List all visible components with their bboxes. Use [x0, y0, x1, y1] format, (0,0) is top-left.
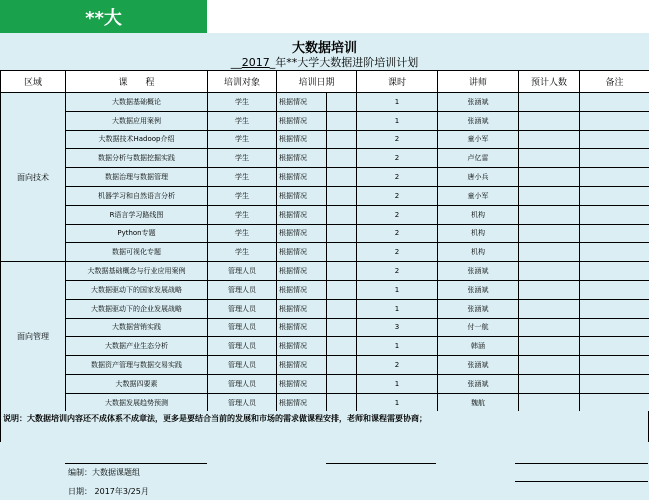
target-cell: 管理人员 — [208, 337, 277, 356]
date-cell: 根据情况 — [277, 224, 327, 243]
date-extra-cell — [327, 318, 357, 337]
target-cell: 管理人员 — [208, 299, 277, 318]
teacher-cell: 韩涵 — [438, 337, 519, 356]
date-extra-cell — [327, 374, 357, 393]
teacher-cell: 张涵斌 — [438, 356, 519, 375]
teacher-cell: 张涵斌 — [438, 299, 519, 318]
date-cell: 根据情况 — [277, 93, 327, 112]
remarks-cell — [580, 393, 649, 412]
sheet-title: 大数据培训 — [291, 41, 357, 56]
course-cell: 大数据基础概念与行业应用案例 — [66, 262, 208, 281]
expected-cell — [519, 299, 580, 318]
date-cell: 根据情况 — [277, 262, 327, 281]
target-cell: 管理人员 — [208, 374, 277, 393]
date-extra-cell — [327, 356, 357, 375]
date-extra-cell — [327, 243, 357, 262]
remarks-cell — [580, 243, 649, 262]
remarks-cell — [580, 318, 649, 337]
hours-cell: 2 — [357, 205, 438, 224]
target-cell: 学生 — [208, 93, 277, 112]
table-row — [1, 280, 649, 299]
table-row — [1, 299, 649, 318]
expected-cell — [519, 337, 580, 356]
date-extra-cell — [327, 393, 357, 412]
remarks-cell — [580, 130, 649, 149]
hours-cell: 1 — [357, 299, 438, 318]
teacher-cell: 童小军 — [438, 186, 519, 205]
table-row — [1, 93, 649, 112]
target-cell: 学生 — [208, 205, 277, 224]
remarks-cell — [580, 168, 649, 187]
date-extra-cell — [327, 149, 357, 168]
target-cell: 管理人员 — [208, 356, 277, 375]
subtitle-year: 2017 — [241, 56, 270, 69]
expected-cell — [519, 356, 580, 375]
date-cell: 根据情况 — [277, 130, 327, 149]
hours-cell: 2 — [357, 130, 438, 149]
target-cell: 管理人员 — [208, 262, 277, 281]
brand-banner — [0, 0, 207, 33]
hours-cell: 2 — [357, 186, 438, 205]
course-cell: 大数据应用案例 — [66, 111, 208, 130]
target-cell: 管理人员 — [208, 393, 277, 412]
target-cell: 学生 — [208, 224, 277, 243]
target-cell: 学生 — [208, 186, 277, 205]
expected-cell — [519, 130, 580, 149]
footer-line — [65, 463, 207, 464]
table-row — [1, 337, 649, 356]
note-text: 说明：大数据培训内容还不成体系不成章法，更多是要结合当前的发展和市场的需求做课程安排，老师和课程需要协商； — [0, 411, 649, 443]
col-region: 区域 — [1, 71, 66, 93]
table-row — [1, 205, 649, 224]
expected-cell — [519, 374, 580, 393]
region-cell: 面向管理 — [1, 262, 66, 412]
hours-cell: 1 — [357, 337, 438, 356]
date-cell: 根据情况 — [277, 337, 327, 356]
hours-cell: 3 — [357, 318, 438, 337]
date-extra-cell — [327, 186, 357, 205]
remarks-cell — [580, 149, 649, 168]
date-extra-cell — [327, 262, 357, 281]
course-cell: Python专题 — [66, 224, 208, 243]
expected-cell — [519, 186, 580, 205]
date-extra-cell — [327, 130, 357, 149]
teacher-cell: 机构 — [438, 243, 519, 262]
col-expected: 预计人数 — [519, 71, 580, 93]
teacher-cell: 魏航 — [438, 393, 519, 412]
course-cell: 大数据产业生态分析 — [66, 337, 208, 356]
target-cell: 学生 — [208, 168, 277, 187]
date-cell: 根据情况 — [277, 186, 327, 205]
teacher-cell: 张涵斌 — [438, 374, 519, 393]
footer-line — [515, 463, 648, 464]
course-cell: 数据分析与数据挖掘实践 — [66, 149, 208, 168]
table-row — [1, 168, 649, 187]
table-row — [1, 262, 649, 281]
target-cell: 管理人员 — [208, 318, 277, 337]
date-extra-cell — [327, 93, 357, 112]
course-cell: 机器学习和自然语言分析 — [66, 186, 208, 205]
target-cell: 学生 — [208, 130, 277, 149]
table-row — [1, 356, 649, 375]
expected-cell — [519, 262, 580, 281]
footer-line — [326, 463, 436, 464]
remarks-cell — [580, 93, 649, 112]
date-cell: 根据情况 — [277, 393, 327, 412]
course-cell: 数据资产管理与数据交易实践 — [66, 356, 208, 375]
date-extra-cell — [327, 224, 357, 243]
date-cell: 根据情况 — [277, 280, 327, 299]
date-cell: 根据情况 — [277, 318, 327, 337]
target-cell: 学生 — [208, 243, 277, 262]
target-cell: 学生 — [208, 111, 277, 130]
date-cell: 根据情况 — [277, 299, 327, 318]
date-cell: 根据情况 — [277, 205, 327, 224]
subtitle-text: 年**大学大数据进阶培训计划 — [275, 56, 419, 69]
date-cell: 根据情况 — [277, 243, 327, 262]
remarks-cell — [580, 224, 649, 243]
remarks-cell — [580, 337, 649, 356]
table-row — [1, 374, 649, 393]
col-course: 课 程 — [66, 71, 208, 93]
remarks-cell — [580, 186, 649, 205]
table-row — [1, 243, 649, 262]
course-cell: 数据治理与数据管理 — [66, 168, 208, 187]
course-cell: 大数据驱动下的企业发展战略 — [66, 299, 208, 318]
date-extra-cell — [327, 280, 357, 299]
teacher-cell: 童小军 — [438, 130, 519, 149]
course-cell: R语言学习路线图 — [66, 205, 208, 224]
footer-date: 日期： 2017年3/25月 — [68, 487, 149, 496]
course-cell: 大数据发展趋势预测 — [66, 393, 208, 412]
hours-cell: 2 — [357, 356, 438, 375]
col-date: 培训日期 — [277, 71, 357, 93]
table-row — [1, 186, 649, 205]
hours-cell: 1 — [357, 374, 438, 393]
teacher-cell: 卢亿雷 — [438, 149, 519, 168]
teacher-cell: 张涵斌 — [438, 262, 519, 281]
date-cell: 根据情况 — [277, 149, 327, 168]
course-cell: 大数据驱动下的国家发展战略 — [66, 280, 208, 299]
expected-cell — [519, 168, 580, 187]
date-extra-cell — [327, 337, 357, 356]
target-cell: 管理人员 — [208, 280, 277, 299]
teacher-cell: 唐小兵 — [438, 168, 519, 187]
brand-text: **大 — [85, 7, 122, 29]
expected-cell — [519, 393, 580, 412]
date-extra-cell — [327, 168, 357, 187]
table-row — [1, 111, 649, 130]
date-extra-cell — [327, 205, 357, 224]
expected-cell — [519, 280, 580, 299]
expected-cell — [519, 111, 580, 130]
remarks-cell — [580, 299, 649, 318]
table-row — [1, 393, 649, 412]
remarks-cell — [580, 280, 649, 299]
expected-cell — [519, 205, 580, 224]
date-cell: 根据情况 — [277, 111, 327, 130]
training-plan-table — [0, 70, 649, 413]
footer-editor: 编制：大数据课题组 — [68, 468, 140, 477]
teacher-cell: 张涵斌 — [438, 93, 519, 112]
remarks-cell — [580, 356, 649, 375]
target-cell: 学生 — [208, 149, 277, 168]
hours-cell: 2 — [357, 149, 438, 168]
table-row — [1, 318, 649, 337]
table-row — [1, 130, 649, 149]
course-cell: 数据可视化专题 — [66, 243, 208, 262]
expected-cell — [519, 224, 580, 243]
col-hours: 课时 — [357, 71, 438, 93]
course-cell: 大数据基础概论 — [66, 93, 208, 112]
hours-cell: 2 — [357, 168, 438, 187]
date-extra-cell — [327, 299, 357, 318]
expected-cell — [519, 93, 580, 112]
course-cell: 大数据技术Hadoop介绍 — [66, 130, 208, 149]
date-cell: 根据情况 — [277, 168, 327, 187]
teacher-cell: 机构 — [438, 205, 519, 224]
date-extra-cell — [327, 111, 357, 130]
region-cell: 面向技术 — [1, 93, 66, 262]
hours-cell: 1 — [357, 393, 438, 412]
table-row — [1, 224, 649, 243]
table-row — [1, 149, 649, 168]
remarks-cell — [580, 205, 649, 224]
hours-cell: 2 — [357, 224, 438, 243]
expected-cell — [519, 149, 580, 168]
remarks-cell — [580, 262, 649, 281]
col-remarks: 备注 — [580, 71, 649, 93]
course-cell: 大数据营销实践 — [66, 318, 208, 337]
date-cell: 根据情况 — [277, 356, 327, 375]
col-target: 培训对象 — [208, 71, 277, 93]
footer-line — [515, 481, 648, 482]
hours-cell: 2 — [357, 262, 438, 281]
hours-cell: 1 — [357, 111, 438, 130]
expected-cell — [519, 243, 580, 262]
hours-cell: 2 — [357, 243, 438, 262]
sheet-subtitle: __2017_年**大学大数据进阶培训计划 — [230, 56, 419, 69]
col-teacher: 讲师 — [438, 71, 519, 93]
hours-cell: 1 — [357, 280, 438, 299]
teacher-cell: 张涵斌 — [438, 111, 519, 130]
hours-cell: 1 — [357, 93, 438, 112]
date-cell: 根据情况 — [277, 374, 327, 393]
teacher-cell: 机构 — [438, 224, 519, 243]
course-cell: 大数据四要素 — [66, 374, 208, 393]
header-row — [1, 71, 649, 93]
teacher-cell: 付一航 — [438, 318, 519, 337]
teacher-cell: 张涵斌 — [438, 280, 519, 299]
remarks-cell — [580, 374, 649, 393]
expected-cell — [519, 318, 580, 337]
remarks-cell — [580, 111, 649, 130]
